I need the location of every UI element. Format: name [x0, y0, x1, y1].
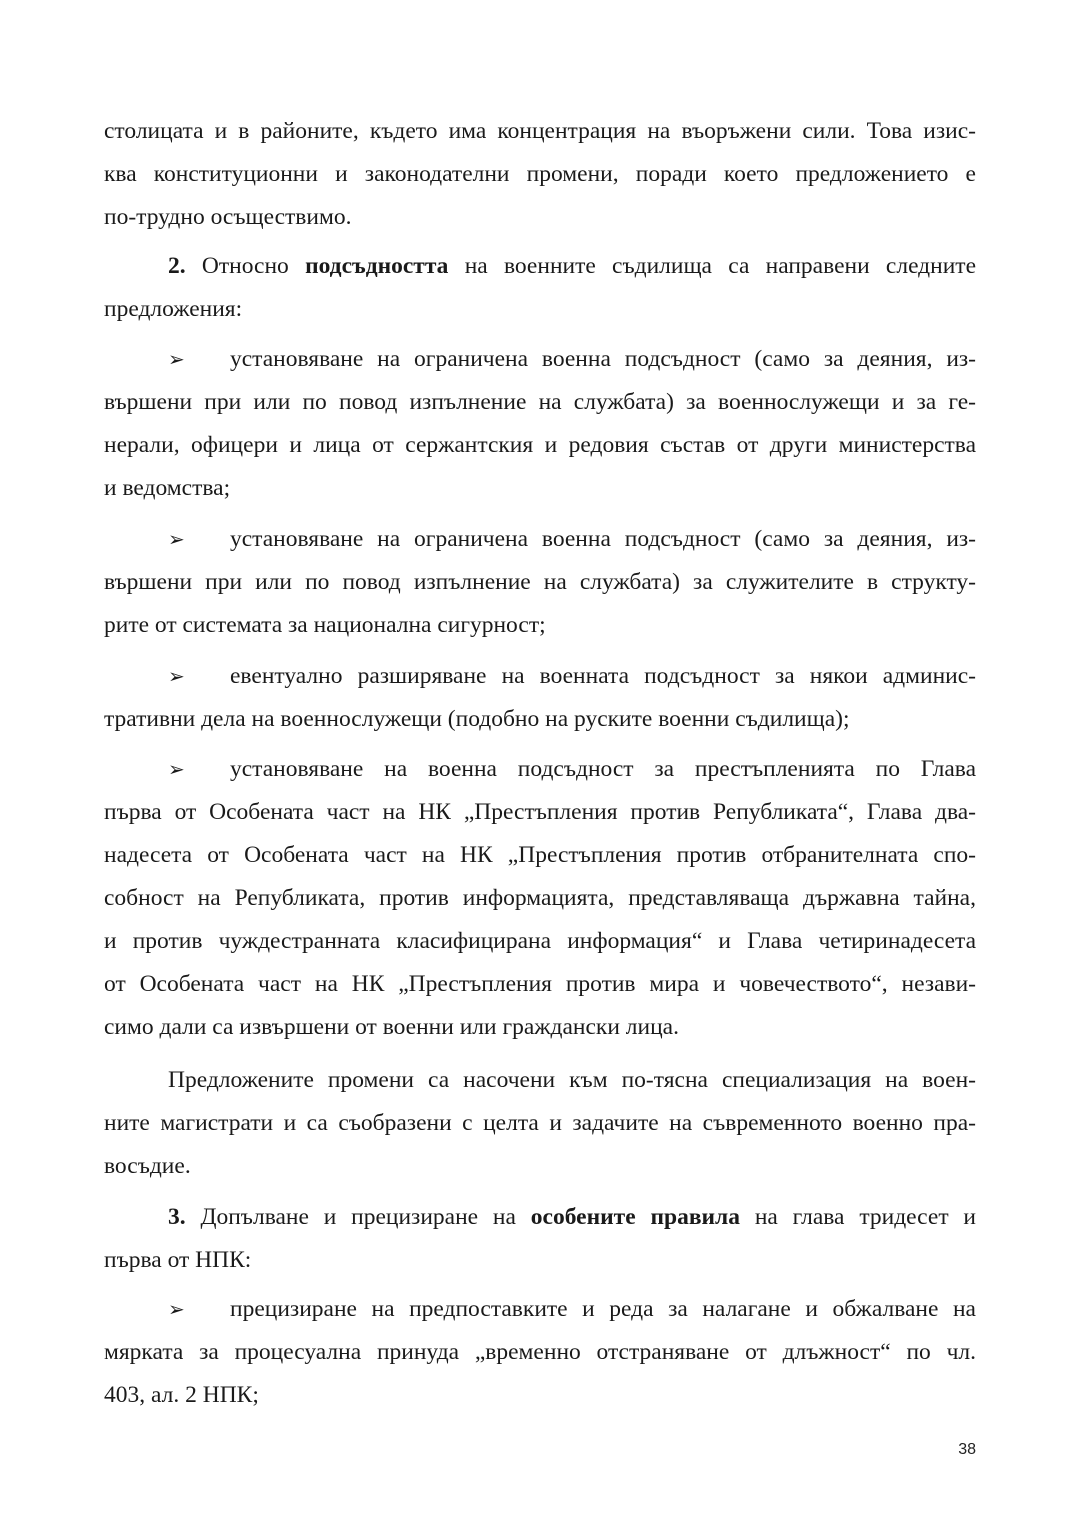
- text-line: и против чуждестранната класифицирана информация“ и Глава четиринадесета: [104, 928, 976, 954]
- paragraph-jurisdiction: [104, 245, 976, 331]
- arrow-bullet-icon: ➢: [168, 527, 185, 551]
- bold-term: подсъдността: [305, 253, 449, 279]
- text-line: ните магистрати и са съобразени с целта и задачите на съвременното военно пра-: [104, 1110, 976, 1136]
- bullet-item: [104, 518, 976, 647]
- text-line: ➢ евентуално разширяване на военната подсъдност за някои админис-: [104, 655, 976, 698]
- paragraph-special-rules: [104, 1196, 976, 1282]
- item-number: 3.: [168, 1204, 186, 1230]
- text-line: предложения:: [104, 296, 243, 322]
- text-line: ква конституционни и законодателни промени, поради което предложението е: [104, 161, 976, 187]
- bullet-item: [104, 338, 976, 510]
- text-line: собност на Републиката, против информацията, представляваща държавна тайна,: [104, 885, 976, 911]
- text-line: мярката за процесуална принуда „временно отстраняване от длъжност“ по чл.: [104, 1339, 976, 1365]
- item-number: 2.: [168, 253, 186, 279]
- text-line: и ведомства;: [104, 475, 231, 501]
- text-line: първа от Особената част на НК „Престъпления против Републиката“, Глава два-: [104, 799, 976, 825]
- text-line: от Особената част на НК „Престъпления против мира и човечеството“, незави-: [104, 971, 976, 997]
- text-line: първа от НПК:: [104, 1247, 252, 1273]
- bullet-item: [104, 748, 976, 1049]
- text-line: вършени при или по повод изпълнение на службата) за служителите в структу-: [104, 569, 976, 595]
- text-line: Предложените промени са насочени към по-тясна специализация на воен-: [168, 1067, 976, 1093]
- text-line: 3. Допълване и прецизиране на особените правила на глава тридесет и: [168, 1204, 976, 1230]
- text-line: ➢ установяване на военна подсъдност за престъпленията по Глава: [104, 748, 976, 791]
- text-line: вършени при или по повод изпълнение на службата) за военнослужещи и за ге-: [104, 389, 976, 415]
- page-number: 38: [958, 1441, 976, 1458]
- text-line: по-трудно осъществимо.: [104, 204, 352, 230]
- text-line: восъдие.: [104, 1153, 191, 1179]
- text-line: симо дали са извършени от военни или граждански лица.: [104, 1014, 679, 1040]
- text-line: 403, ал. 2 НПК;: [104, 1382, 259, 1408]
- text-line: столицата и в районите, където има концентрация на въоръжени сили. Това изис-: [104, 118, 976, 144]
- text-line: тративни дела на военнослужещи (подобно на руските военни съдилища);: [104, 706, 850, 732]
- arrow-bullet-icon: ➢: [168, 757, 185, 781]
- text-line: ➢ установяване на ограничена военна подсъдност (само за деяния, из-: [104, 518, 976, 561]
- bullet-item: [104, 655, 976, 741]
- paragraph-summary: [104, 1059, 976, 1188]
- text-line: ➢ прецизиране на предпоставките и реда за налагане и обжалване на: [104, 1288, 976, 1331]
- arrow-bullet-icon: ➢: [168, 347, 185, 371]
- text-line: рите от системата за национална сигурност;: [104, 612, 546, 638]
- text-line: надесета от Особената част на НК „Престъпления против отбранителната спо-: [104, 842, 976, 868]
- bold-term: особените правила: [530, 1204, 740, 1230]
- text-line: ➢ установяване на ограничена военна подсъдност (само за деяния, из-: [104, 338, 976, 381]
- text-line: 2. Относно подсъдността на военните съдилища са направени следните: [168, 253, 976, 279]
- arrow-bullet-icon: ➢: [168, 1297, 185, 1321]
- paragraph-continuation: [104, 110, 976, 239]
- bullet-item: [104, 1288, 976, 1417]
- text-line: нерали, офицери и лица от сержантския и редовия състав от други министерства: [104, 432, 976, 458]
- arrow-bullet-icon: ➢: [168, 664, 185, 688]
